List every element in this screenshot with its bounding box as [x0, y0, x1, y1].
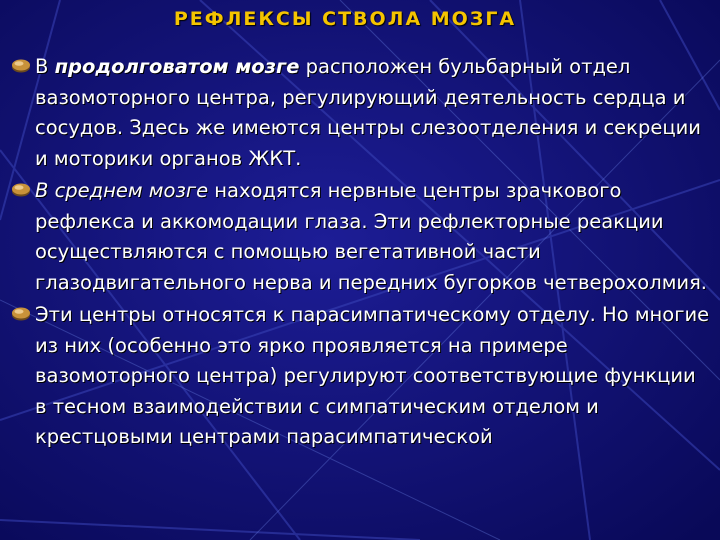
slide-title: РЕФЛЕКСЫ СТВОЛА МОЗГА — [173, 8, 517, 30]
emphasis-medulla: продолговатом мозге — [54, 55, 300, 78]
paragraph-midbrain — [10, 176, 710, 298]
bronze-disc-bullet-icon — [11, 181, 31, 197]
bronze-disc-bullet-icon — [11, 57, 31, 73]
emphasis-midbrain: В среднем мозге — [35, 179, 209, 202]
paragraph-lead-text: В — [35, 55, 55, 78]
paragraph-text: расположен бульбарный отдел вазомоторного центра, регулирующий деятельность сердца и сосудов. Здесь же имеются центры слезоотделения и секреции и моторики органов ЖКТ. — [35, 55, 701, 170]
slide-content — [10, 52, 710, 453]
bronze-disc-bullet-icon — [11, 305, 31, 321]
paragraph-text: Эти центры относятся к парасимпатическому отделу. Но многие из них (особенно это ярко проявляется на примере вазомоторного центра) регулируют соответствующие функции в тесном взаимодействии с симпатическим отделом и крестцовыми центрами парасимпатической — [35, 303, 710, 448]
paragraph-text: находятся нервные центры зрачкового рефлекса и аккомодации глаза. Эти рефлекторные реакции осуществляются с помощью вегетативной части глазодвигательного нерва и передних бугорков четверохолмия. — [35, 179, 708, 294]
paragraph-parasympathetic — [10, 300, 710, 453]
paragraph-medulla — [10, 52, 710, 174]
